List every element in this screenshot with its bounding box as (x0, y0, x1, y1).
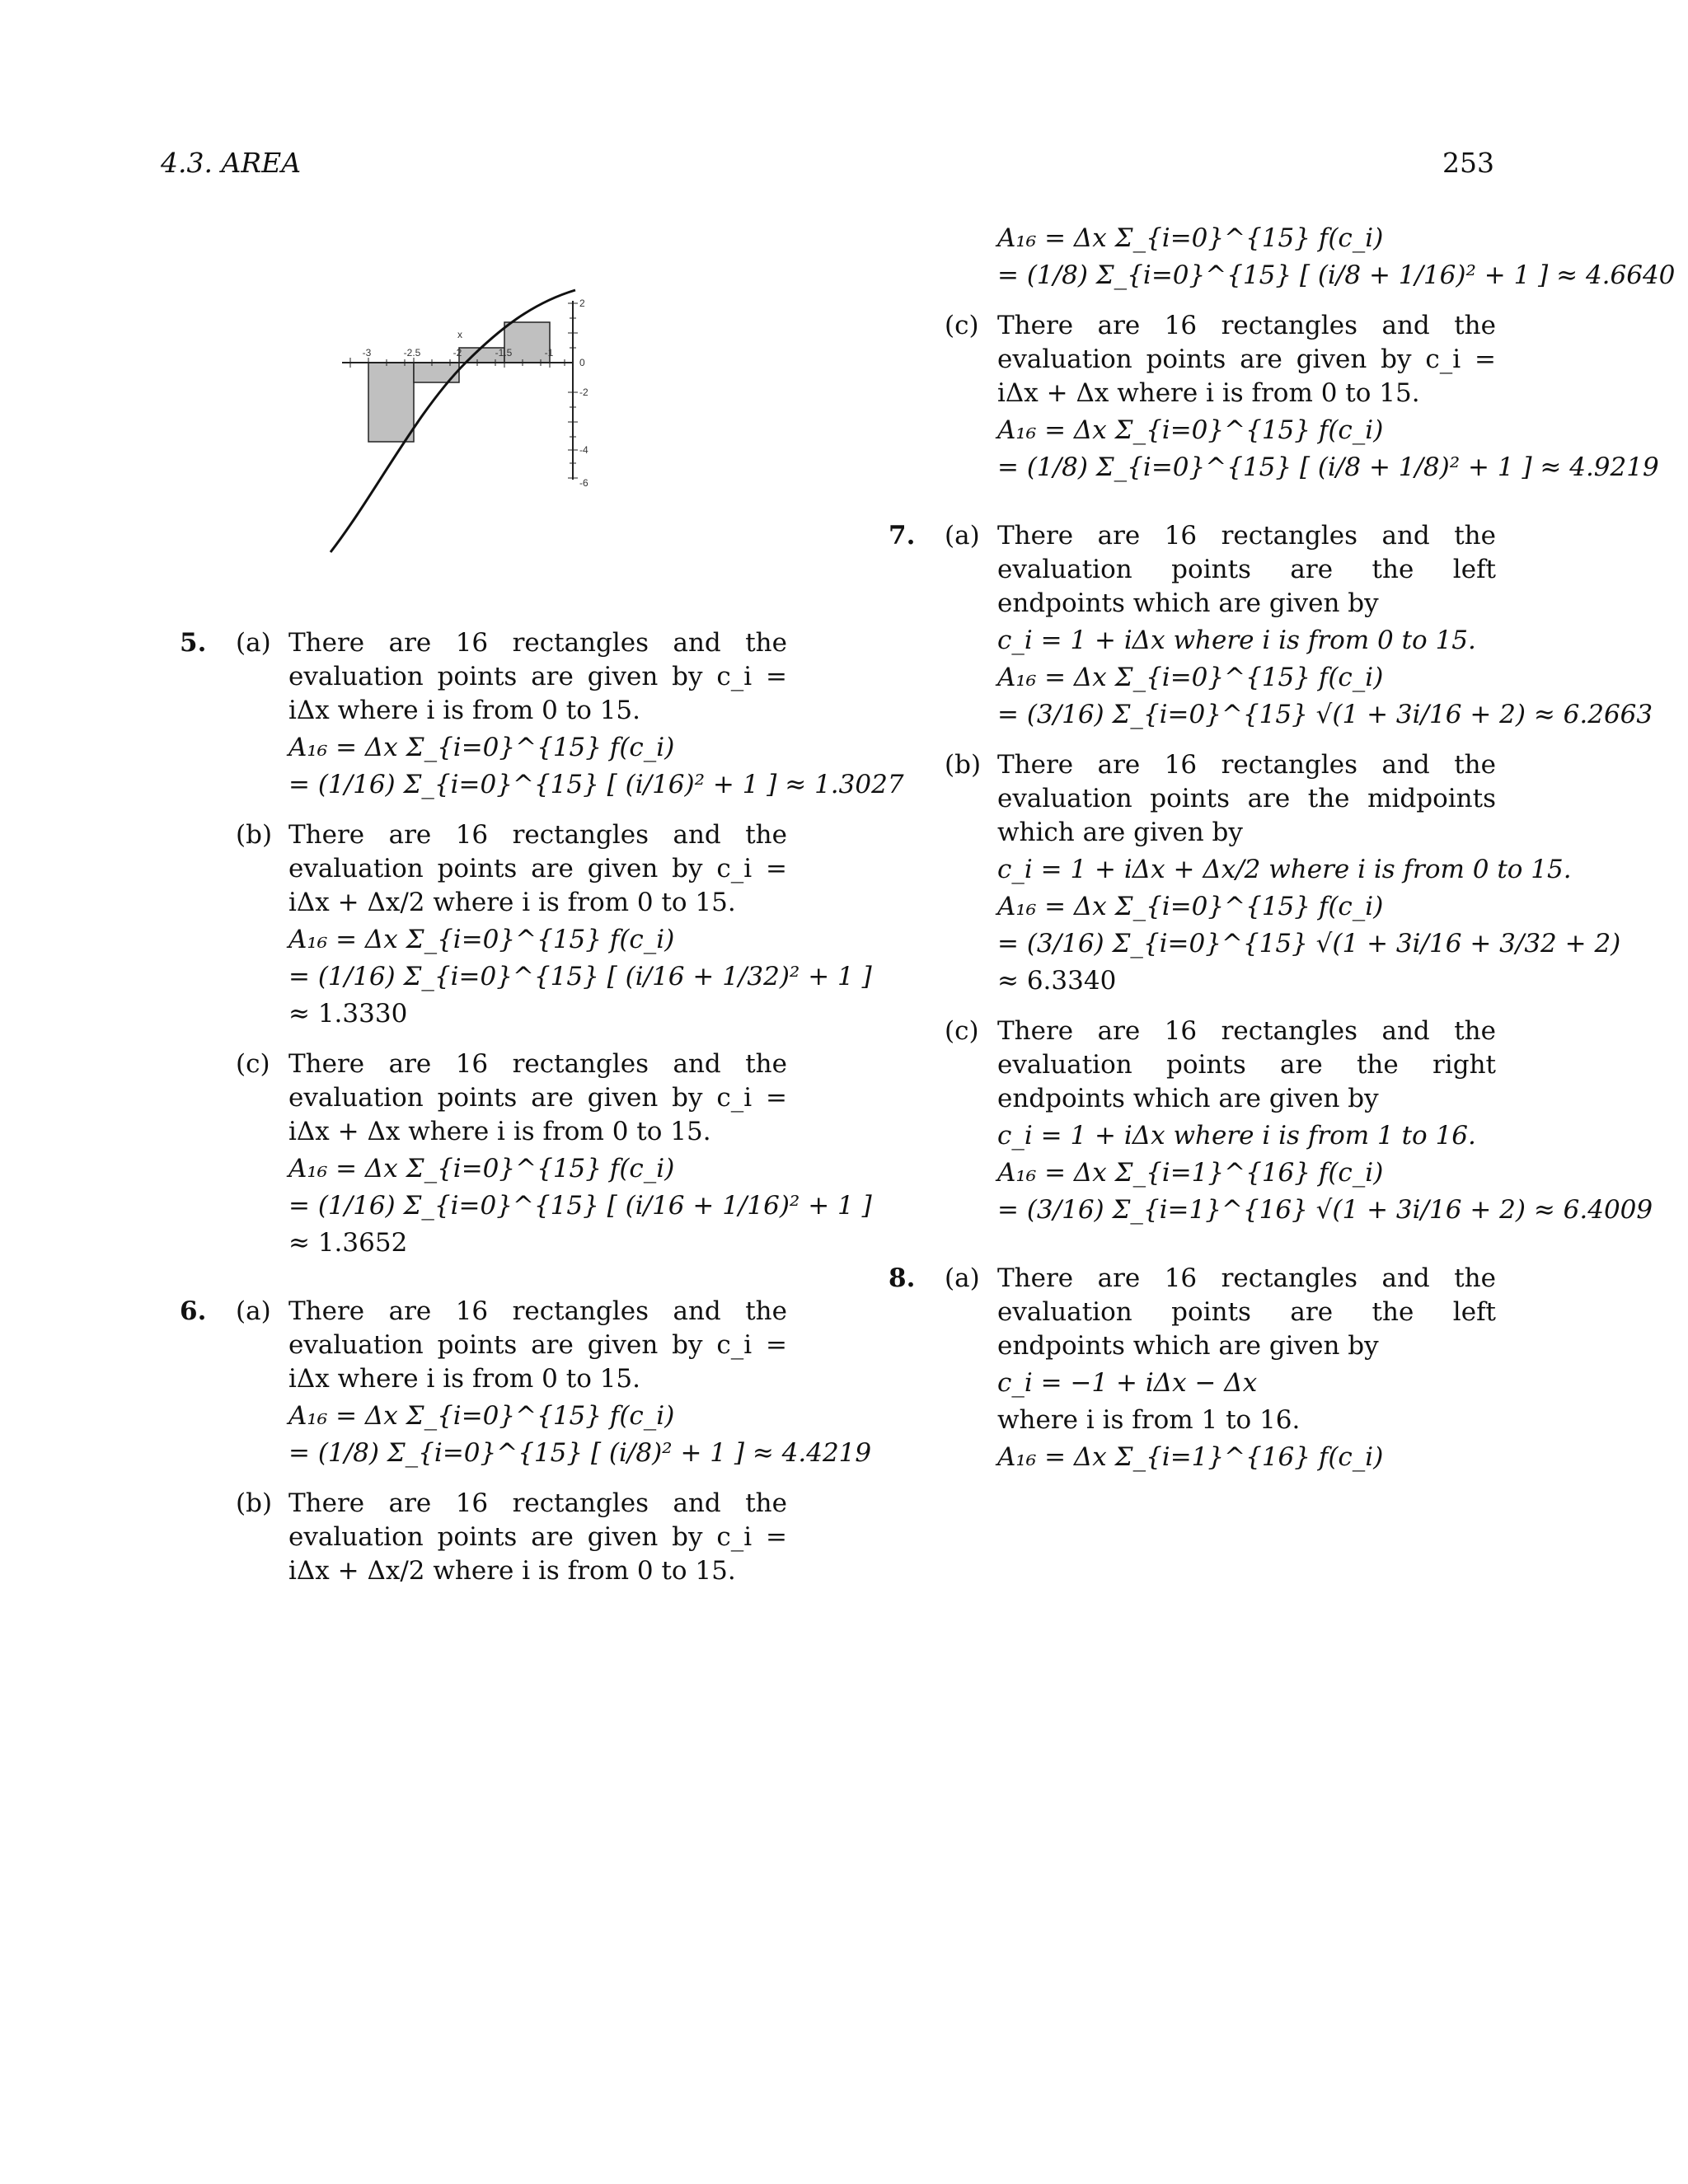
problem-7 (889, 519, 1653, 1227)
part-text: There are 16 rectangles and the evaluation points are the midpoints which are given by (997, 750, 1496, 847)
equation: c_i = 1 + iΔx + Δx/2 where i is from 0 to 15. (997, 855, 1572, 884)
part-label: (c) (945, 1016, 979, 1046)
equation: c_i = −1 + iΔx − Δx (997, 1368, 1258, 1398)
part (181, 1047, 872, 1260)
equation: = (1/16) Σ_{i=0}^{15} [ (i/16 + 1/16)² + 1 ] (288, 1191, 872, 1221)
part-label: (c) (945, 311, 979, 340)
part-6c (890, 309, 1659, 485)
part (890, 1262, 1496, 1474)
part-label: (a) (236, 628, 271, 658)
equation: A₁₆ = Δx Σ_{i=0}^{15} f(c_i) (288, 1401, 675, 1431)
part-text: There are 16 rectangles and the evaluation points are given by c_i = iΔx + Δx/2 where i is from 0 to 15. (288, 1488, 787, 1586)
problem-5 (180, 626, 904, 1260)
part-label: (b) (236, 820, 273, 850)
equation: = (1/8) Σ_{i=0}^{15} [ (i/8)² + 1 ] ≈ 4.4219 (288, 1438, 872, 1468)
part-text: There are 16 rectangles and the evaluation points are the left endpoints which are given by (997, 1263, 1496, 1361)
equation: = (1/16) Σ_{i=0}^{15} [ (i/16 + 1/32)² + 1 ] (288, 962, 872, 991)
equation: = (1/16) Σ_{i=0}^{15} [ (i/16)² + 1 ] ≈ 1.3027 (288, 770, 904, 799)
page-number: 253 (1442, 147, 1494, 179)
equation: A₁₆ = Δx Σ_{i=1}^{16} f(c_i) (997, 1158, 1384, 1188)
y-tick-label: -4 (579, 444, 588, 456)
equation: A₁₆ = Δx Σ_{i=0}^{15} f(c_i) (288, 1154, 675, 1183)
equation: = (3/16) Σ_{i=1}^{16} √(1 + 3i/16 + 2) ≈ 6.4009 (997, 1195, 1653, 1225)
problem-number: 7. (889, 521, 916, 551)
part-6b-continued (890, 222, 1676, 293)
equation: A₁₆ = Δx Σ_{i=0}^{15} f(c_i) (997, 663, 1384, 692)
equation: c_i = 1 + iΔx where i is from 0 to 15. (997, 626, 1476, 655)
equation: A₁₆ = Δx Σ_{i=0}^{15} f(c_i) (288, 733, 675, 762)
riemann-figure (326, 247, 729, 569)
part-label: (a) (236, 1296, 271, 1326)
equation: ≈ 1.3330 (288, 999, 408, 1029)
part (890, 748, 1621, 998)
right-column (889, 218, 1676, 1509)
y-tick-label: 0 (579, 357, 585, 368)
y-tick-label: 2 (579, 298, 585, 309)
part (181, 626, 904, 802)
equation: ≈ 1.3652 (288, 1228, 408, 1258)
left-column (180, 626, 904, 1623)
equation: A₁₆ = Δx Σ_{i=0}^{15} f(c_i) (997, 892, 1384, 921)
part-text: There are 16 rectangles and the evaluation points are the right endpoints which are given by (997, 1016, 1496, 1113)
equation: ≈ 6.3340 (997, 966, 1117, 996)
part-text: There are 16 rectangles and the evaluation points are given by c_i = iΔx + Δx where i is from 0 to 15. (997, 311, 1496, 408)
part-text: There are 16 rectangles and the evaluation points are given by c_i = iΔx + Δx where i is from 0 to 15. (288, 1049, 787, 1146)
problem-number: 8. (889, 1263, 916, 1293)
equation: A₁₆ = Δx Σ_{i=0}^{15} f(c_i) (288, 925, 675, 954)
x-tick-label: -2.5 (403, 347, 421, 359)
rect-2 (414, 363, 459, 382)
equation: where i is from 1 to 16. (997, 1405, 1301, 1435)
rect-1 (368, 363, 414, 442)
part (890, 519, 1653, 732)
part-text: There are 16 rectangles and the evaluation points are given by c_i = iΔx + Δx/2 where i is from 0 to 15. (288, 820, 787, 917)
part-label: (a) (945, 521, 980, 551)
part-label: (a) (945, 1263, 980, 1293)
x-tick-label: -3 (362, 347, 372, 359)
equation: = (3/16) Σ_{i=0}^{15} √(1 + 3i/16 + 2) ≈ 6.2663 (997, 700, 1653, 729)
equation: = (1/8) Σ_{i=0}^{15} [ (i/8 + 1/8)² + 1 ] ≈ 4.9219 (997, 452, 1659, 482)
part (181, 1295, 872, 1470)
problem-6 (180, 1295, 872, 1588)
part-label: (b) (945, 750, 982, 780)
equation: = (1/8) Σ_{i=0}^{15} [ (i/8 + 1/16)² + 1 ] ≈ 4.6640 (997, 260, 1676, 290)
part-text: There are 16 rectangles and the evaluation points are given by c_i = iΔx where i is from 0 to 15. (288, 1296, 787, 1394)
part-text: There are 16 rectangles and the evaluation points are given by c_i = iΔx where i is from 0 to 15. (288, 628, 787, 725)
part-text: There are 16 rectangles and the evaluation points are the left endpoints which are given by (997, 521, 1496, 618)
part-label: (c) (236, 1049, 270, 1079)
problem-number: 5. (180, 628, 207, 658)
x-tick-label: -1 (544, 347, 554, 359)
x-axis-letter: x (457, 329, 462, 340)
y-tick-label: -2 (579, 387, 588, 398)
part (181, 1487, 787, 1588)
problem-8 (890, 1262, 1496, 1474)
problem-number: 6. (180, 1296, 207, 1326)
equation: A₁₆ = Δx Σ_{i=0}^{15} f(c_i) (997, 223, 1384, 253)
part (181, 818, 872, 1031)
equation: A₁₆ = Δx Σ_{i=0}^{15} f(c_i) (997, 415, 1384, 445)
part (890, 1015, 1653, 1227)
equation: = (3/16) Σ_{i=0}^{15} √(1 + 3i/16 + 3/32 + 2) (997, 929, 1621, 958)
equation: c_i = 1 + iΔx where i is from 1 to 16. (997, 1121, 1476, 1151)
equation: A₁₆ = Δx Σ_{i=1}^{16} f(c_i) (997, 1442, 1384, 1472)
x-tick-label: -2 (452, 347, 462, 359)
part-label: (b) (236, 1488, 273, 1518)
y-tick-label: -6 (579, 477, 588, 489)
running-head-section: 4.3. AREA (161, 147, 302, 179)
x-tick-label: -1.5 (495, 347, 513, 359)
